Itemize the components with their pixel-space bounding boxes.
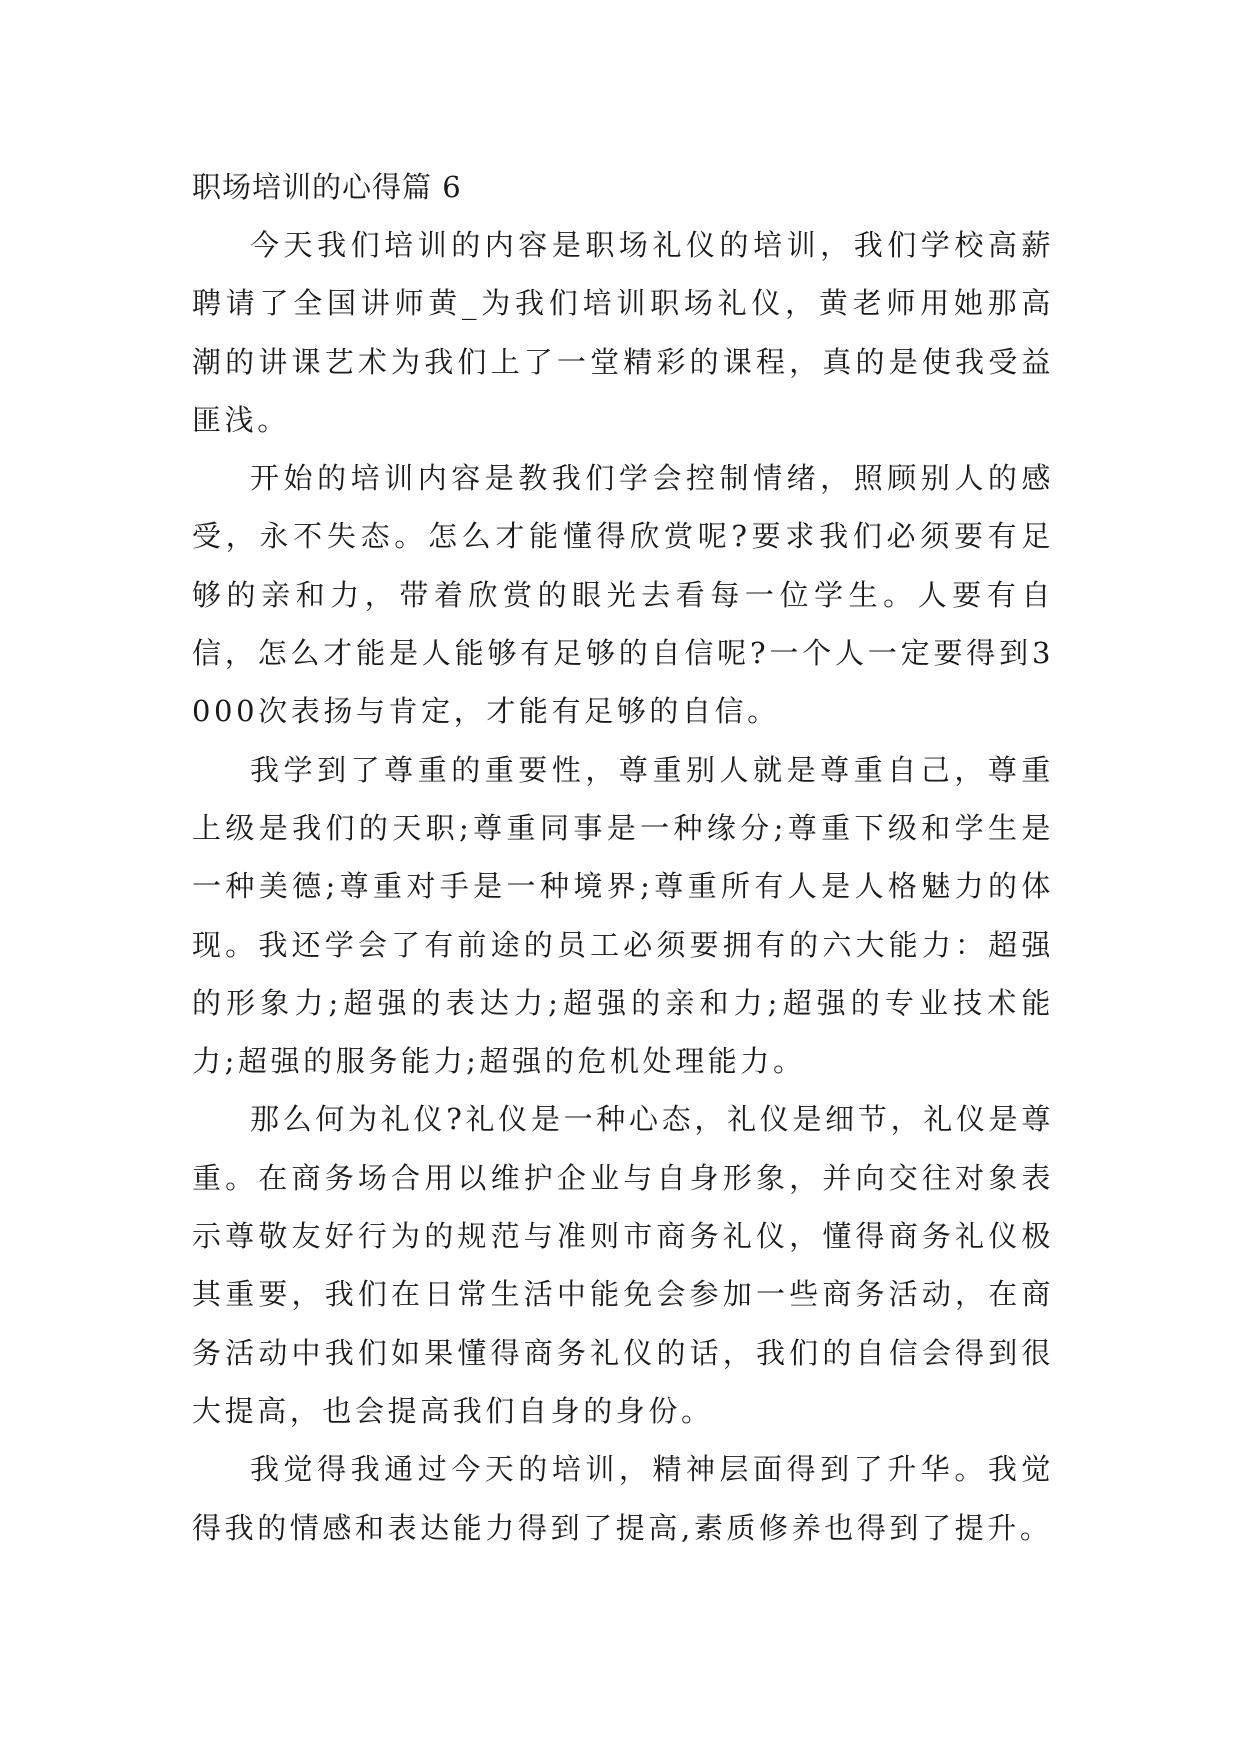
paragraph-2: 开始的培训内容是教我们学会控制情绪，照顾别人的感受，永不失态。怎么才能懂得欣赏呢?要求我们必须要有足够的亲和力，带着欣赏的眼光去看每一位学生。人要有自信，怎么才能是人能够有足够的自信呢?一个人一定要得到3000次表扬与肯定，才能有足够的自信。: [192, 461, 1054, 729]
paragraph-1: 今天我们培训的内容是职场礼仪的培训，我们学校高薪聘请了全国讲师黄_为我们培训职场礼仪，黄老师用她那高潮的讲课艺术为我们上了一堂精彩的课程，真的是使我受益匪浅。: [192, 228, 1054, 437]
paragraph-4: 那么何为礼仪?礼仪是一种心态，礼仪是细节，礼仪是尊重。在商务场合用以维护企业与自身形象，并向交往对象表示尊敬友好行为的规范与准则市商务礼仪，懂得商务礼仪极其重要，我们在日常生活中能免会参加一些商务活动，在商务活动中我们如果懂得商务礼仪的话，我们的自信会得到很大提高，也会提高我们自身的身份。: [192, 1102, 1054, 1428]
paragraph-5: 我觉得我通过今天的培训，精神层面得到了升华。我觉得我的情感和表达能力得到了提高,素质修养也得到了提升。: [192, 1452, 1054, 1545]
document-title: 职场培训的心得篇 6: [192, 170, 462, 204]
paragraph-3: 我学到了尊重的重要性，尊重别人就是尊重自己，尊重上级是我们的天职;尊重同事是一种缘分;尊重下级和学生是一种美德;尊重对手是一种境界;尊重所有人是人格魅力的体现。我还学会了有前途的员工必须要拥有的六大能力：超强的形象力;超强的表达力;超强的亲和力;超强的专业技术能力;超强的服务能力;超强的危机处理能力。: [192, 752, 1054, 1079]
document-body: [192, 158, 1054, 1557]
